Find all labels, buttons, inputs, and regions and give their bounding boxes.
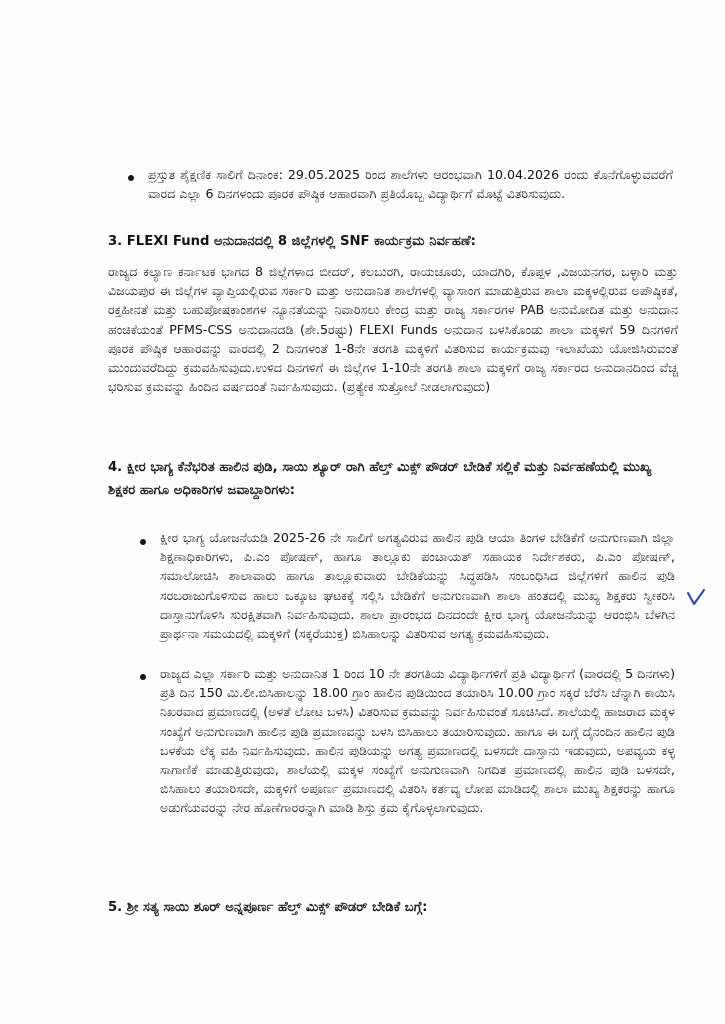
tick-mark-icon xyxy=(685,587,707,609)
section-4-bullet-2: ರಾಜ್ಯದ ಎಲ್ಲಾ ಸರ್ಕಾರಿ ಮತ್ತು ಅನುದಾನಿತ 1 ರಿಂದ 10 ನೇ ತರಗತಿಯ ವಿದ್ಯಾರ್ಥಿಗಳಿಗೆ ಪ್ರತಿ ವಿದ್ಯಾರ್ಥಿಗೆ (ವಾರದಲ್ಲಿ 5 ದಿನಗಳು) ಪ್ರತಿ ದಿನ 150 ಮಿ.ಲೀ.ಬಿಸಿಹಾಲನ್ನು 18.00 ಗ್ರಾಂ ಹಾಲಿನ ಪುಡಿಯಿಂದ ತಯಾರಿಸಿ 10.00 ಗ್ರಾಂ ಸಕ್ಕರೆ ಬೆರೆಸಿ ಚೆನ್ನಾಗಿ ಕಾಯಿಸಿ ನಿಖರವಾದ ಪ್ರಮಾಣದಲ್ಲಿ (ಅಳತೆ ಲೋಟ ಬಳಸಿ) ವಿತರಿಸುವ ಕ್ರಮವನ್ನು ನಿರ್ವಹಿಸುವಂತೆ ಸೂಚಿಸಿದೆ. ಶಾಲೆಯಲ್ಲಿ ಹಾಜರಾದ ಮಕ್ಕಳ ಸಂಖ್ಯೆಗೆ ಅನುಗುಣವಾಗಿ ಹಾಲಿನ ಪುಡಿ ಪ್ರಮಾಣವನ್ನು ಬಳಸಿ ಬಿಸಿಹಾಲು ತಯಾರಿಸುವುದು. ಹಾಗೂ ಈ ಬಗ್ಗೆ ದೈನಂದಿನ ಹಾಲಿನ ಪುಡಿ ಬಳಕೆಯ ಲೆಕ್ಕ ವಹಿ ನಿರ್ವಹಿಸುವುದು. ಹಾಲಿನ ಪುಡಿಯನ್ನು ಅಗತ್ಯ ಪ್ರಮಾಣದಲ್ಲಿ ಬಳಸದೇ ದಾಸ್ತಾನು ಇಡುವುದು, ಅಪವ್ಯಯ ಕಳ್ಳ ಸಾಗಾಣಿಕೆ ಮಾಡುತ್ತಿರುವುದು, ಶಾಲೆಯಲ್ಲಿ ಮಕ್ಕಳ ಸಂಖ್ಯೆಗೆ ಅನುಗುಣವಾಗಿ ನಿಗದಿತ ಪ್ರಮಾಣದಲ್ಲಿ ಹಾಲಿನ ಪುಡಿ ಬಳಸದೇ, ಬಿಸಿಹಾಲು ತಯಾರಿಸದೇ, ಮಕ್ಕಳಿಗೆ ಅಪೂರ್ಣ ಪ್ರಮಾಣದಲ್ಲಿ ವಿತರಿಸಿ ಕರ್ತವ್ಯ ಲೋಪ ಮಾಡಿದಲ್ಲಿ ಶಾಲಾ ಮುಖ್ಯ ಶಿಕ್ಷಕರನ್ನು ಹಾಗೂ ಅಡುಗೆಯವರನ್ನು ನೇರ ಹೊಣೆಗಾರರನ್ನಾಗಿ ಮಾಡಿ ಶಿಸ್ತು ಕ್ರಮ ಕೈಗೊಳ್ಳಲಾಗುವುದು. xyxy=(160,666,675,816)
section-3-heading: 3. FLEXI Fund ಅನುದಾನದಲ್ಲಿ 8 ಜಿಲ್ಲೆಗಳಲ್ಲಿ SNF ಕಾರ್ಯಕ್ರಮ ನಿರ್ವಹಣೆ: xyxy=(108,234,476,249)
section-4-heading: 4. ಕ್ಷೀರ ಭಾಗ್ಯ ಕೆನೆಭರಿತ ಹಾಲಿನ ಪುಡಿ, ಸಾಯಿ ಶ್ಯೂರ್ ರಾಗಿ ಹೆಲ್ತ್ ಮಿಕ್ಸ್ ಪೌಡರ್ ಬೇಡಿಕೆ ಸಲ್ಲಿಕೆ ಮತ್ತು ನಿರ್ವಹಣೆಯಲ್ಲಿ ಮುಖ್ಯ ಶಿಕ್ಷಕರ ಹಾಗೂ ಅಧಿಕಾರಿಗಳ ಜವಾಬ್ದಾರಿಗಳು: xyxy=(108,460,652,498)
bullet-dot-icon xyxy=(140,539,146,545)
section-4-bullet-1: ಕ್ಷೀರ ಭಾಗ್ಯ ಯೋಜನೆಯಡಿ 2025-26 ನೇ ಸಾಲಿಗೆ ಅಗತ್ಯವಿರುವ ಹಾಲಿನ ಪುಡಿ ಆಯಾ ತಿಂಗಳ ಬೇಡಿಕೆಗೆ ಅನುಗುಣವಾಗಿ ಜಿಲ್ಲಾ ಶಿಕ್ಷಣಾಧಿಕಾರಿಗಳು, ಪಿ.ಎಂ ಪೋಷಣ್, ಹಾಗೂ ತಾಲ್ಲೂಕು ಪಂಚಾಯತ್ ಸಹಾಯಕ ನಿರ್ದೇಶಕರು, ಪಿ.ಎಂ ಪೋಷಣ್, ಸಮಾಲೋಚಿಸಿ ಶಾಲಾವಾರು ಹಾಗೂ ತಾಲ್ಲೂಕುವಾರು ಬೇಡಿಕೆಯನ್ನು ಸಿದ್ಧಪಡಿಸಿ ಸಂಬಂಧಿಸಿದ ಜಿಲ್ಲೆಗಳಿಗೆ ಹಾಲಿನ ಪುಡಿ ಸರಬರಾಜುಗೊಳಿಸುವ ಹಾಲು ಒಕ್ಕೂಟ ಘಟಕಕ್ಕೆ ಸಲ್ಲಿಸಿ ಬೇಡಿಕೆಗೆ ಅನುಗುಣವಾಗಿ ಶಾಲಾ ಹಂತದಲ್ಲಿ ಮುಖ್ಯ ಶಿಕ್ಷಕರು ಸ್ವೀಕರಿಸಿ ದಾಸ್ತಾನುಗೊಳಿಸಿ ಸುರಕ್ಷಿತವಾಗಿ ನಿರ್ವಹಿಸುವುದು. ಶಾಲಾ ಪ್ರಾರಂಭದ ದಿನದಂದೇ ಕ್ಷೀರ ಭಾಗ್ಯ ಯೋಜನೆಯನ್ನು ಆರಂಭಿಸಿ ಬೆಳಗಿನ ಪ್ರಾರ್ಥನಾ ಸಮಯದಲ್ಲಿ ಮಕ್ಕಳಿಗೆ (ಸಕ್ಕರೆಯುಕ್ತ) ಬಿಸಿಹಾಲನ್ನು ವಿತರಿಸುವ ಅಗತ್ಯ ಕ್ರಮವಹಿಸುವುದು. xyxy=(160,530,675,642)
bullet-dot-icon xyxy=(128,175,134,181)
intro-bullet-text: ಪ್ರಸ್ತುತ ಶೈಕ್ಷಣಿಕ ಸಾಲಿಗೆ ದಿನಾಂಕ: 29.05.2025 ರಿಂದ ಶಾಲೆಗಳು ಆರಂಭವಾಗಿ 10.04.2026 ರಂದು ಕೊನೆಗೊಳ್ಳುವವರೆಗೆ ವಾರದ ಎಲ್ಲಾ 6 ದಿನಗಳಂದು ಪೂರಕ ಪೌಷ್ಠಿಕ ಆಹಾರವಾಗಿ ಪ್ರತಿಯೊಬ್ಬ ವಿದ್ಯಾರ್ಥಿಗೆ ಮೊಟ್ಟೆ ವಿತರಿಸುವುದು. xyxy=(148,167,673,202)
bullet-dot-icon xyxy=(140,674,146,680)
section-3-body: ರಾಜ್ಯದ ಕಲ್ಯಾಣ ಕರ್ನಾಟಕ ಭಾಗದ 8 ಜಿಲ್ಲೆಗಳಾದ ಬೀದರ್, ಕಲಬುರಗಿ, ರಾಯಚೂರು, ಯಾದಗಿರಿ, ಕೊಪ್ಪಳ ,ವಿಜಯನಗರ, ಬಳ್ಳಾರಿ ಮತ್ತು ವಿಜಯಪುರ ಈ ಜಿಲ್ಲೆಗಳ ವ್ಯಾಪ್ತಿಯಲ್ಲಿರುವ ಸರ್ಕಾರಿ ಮತ್ತು ಅನುದಾನಿತ ಶಾಲೆಗಳಲ್ಲಿ ವ್ಯಾಸಾಂಗ ಮಾಡುತ್ತಿರುವ ಶಾಲಾ ಮಕ್ಕಳಲ್ಲಿರುವ ಅಪೌಷ್ಠಿಕತೆ, ರಕ್ತಹೀನತೆ ಮತ್ತು ಬಹುಪೋಷಕಾಂಶಗಳ ನ್ಯೂನತೆಯನ್ನು ನಿವಾರಿಸಲು ಕೇಂದ್ರ ಮತ್ತು ರಾಜ್ಯ ಸರ್ಕಾರಗಳ PAB ಅನುಮೋದಿತ ಮತ್ತು ಅನುದಾನ ಹಂಚಿಕೆಯಂತೆ PFMS-CSS ಅನುದಾನದಡಿ (ಶೇ.5ರಷ್ಟು) FLEXI Funds ಅನುದಾನ ಬಳಸಿಕೊಂಡು ಶಾಲಾ ಮಕ್ಕಳಿಗೆ 59 ದಿನಗಳಿಗೆ ಪೂರಕ ಪೌಷ್ಠಿಕ ಆಹಾರವನ್ನು ವಾರದಲ್ಲಿ 2 ದಿನಗಳಂತೆ 1-8ನೇ ತರಗತಿ ಮಕ್ಕಳಿಗೆ ವಿತರಿಸುವ ಕಾರ್ಯಕ್ರಮವು ಇಲಾಖೆಯು ಯೋಜಿಸಿರುವಂತೆ ಮುಂದುವರೆದಿದ್ದು ಕ್ರಮವಹಿಸುವುದು.ಉಳಿದ ದಿನಗಳಿಗೆ ಈ ಜಿಲ್ಲೆಗಳ 1-10ನೇ ತರಗತಿ ಶಾಲಾ ಮಕ್ಕಳಿಗೆ ರಾಜ್ಯ ಸರ್ಕಾರದ ಅನುದಾನದಿಂದ ವೆಚ್ಚ ಭರಿಸುವ ಕ್ರಮವನ್ನು ಹಿಂದಿನ ವರ್ಷದಂತೆ ನಿರ್ವಹಿಸುವುದು. (ಪ್ರತ್ಯೇಕ ಸುತ್ತೋಲೆ ನೀಡಲಾಗುವುದು) xyxy=(108,264,678,395)
section-5-heading: 5. ಶ್ರೀ ಸತ್ಯ ಸಾಯಿ ಶೂರ್ ಅನ್ನಪೂರ್ಣ ಹೆಲ್ತ್ ಮಿಕ್ಸ್ ಪೌಡರ್ ಬೇಡಿಕೆ ಬಗ್ಗೆ: xyxy=(108,900,428,915)
